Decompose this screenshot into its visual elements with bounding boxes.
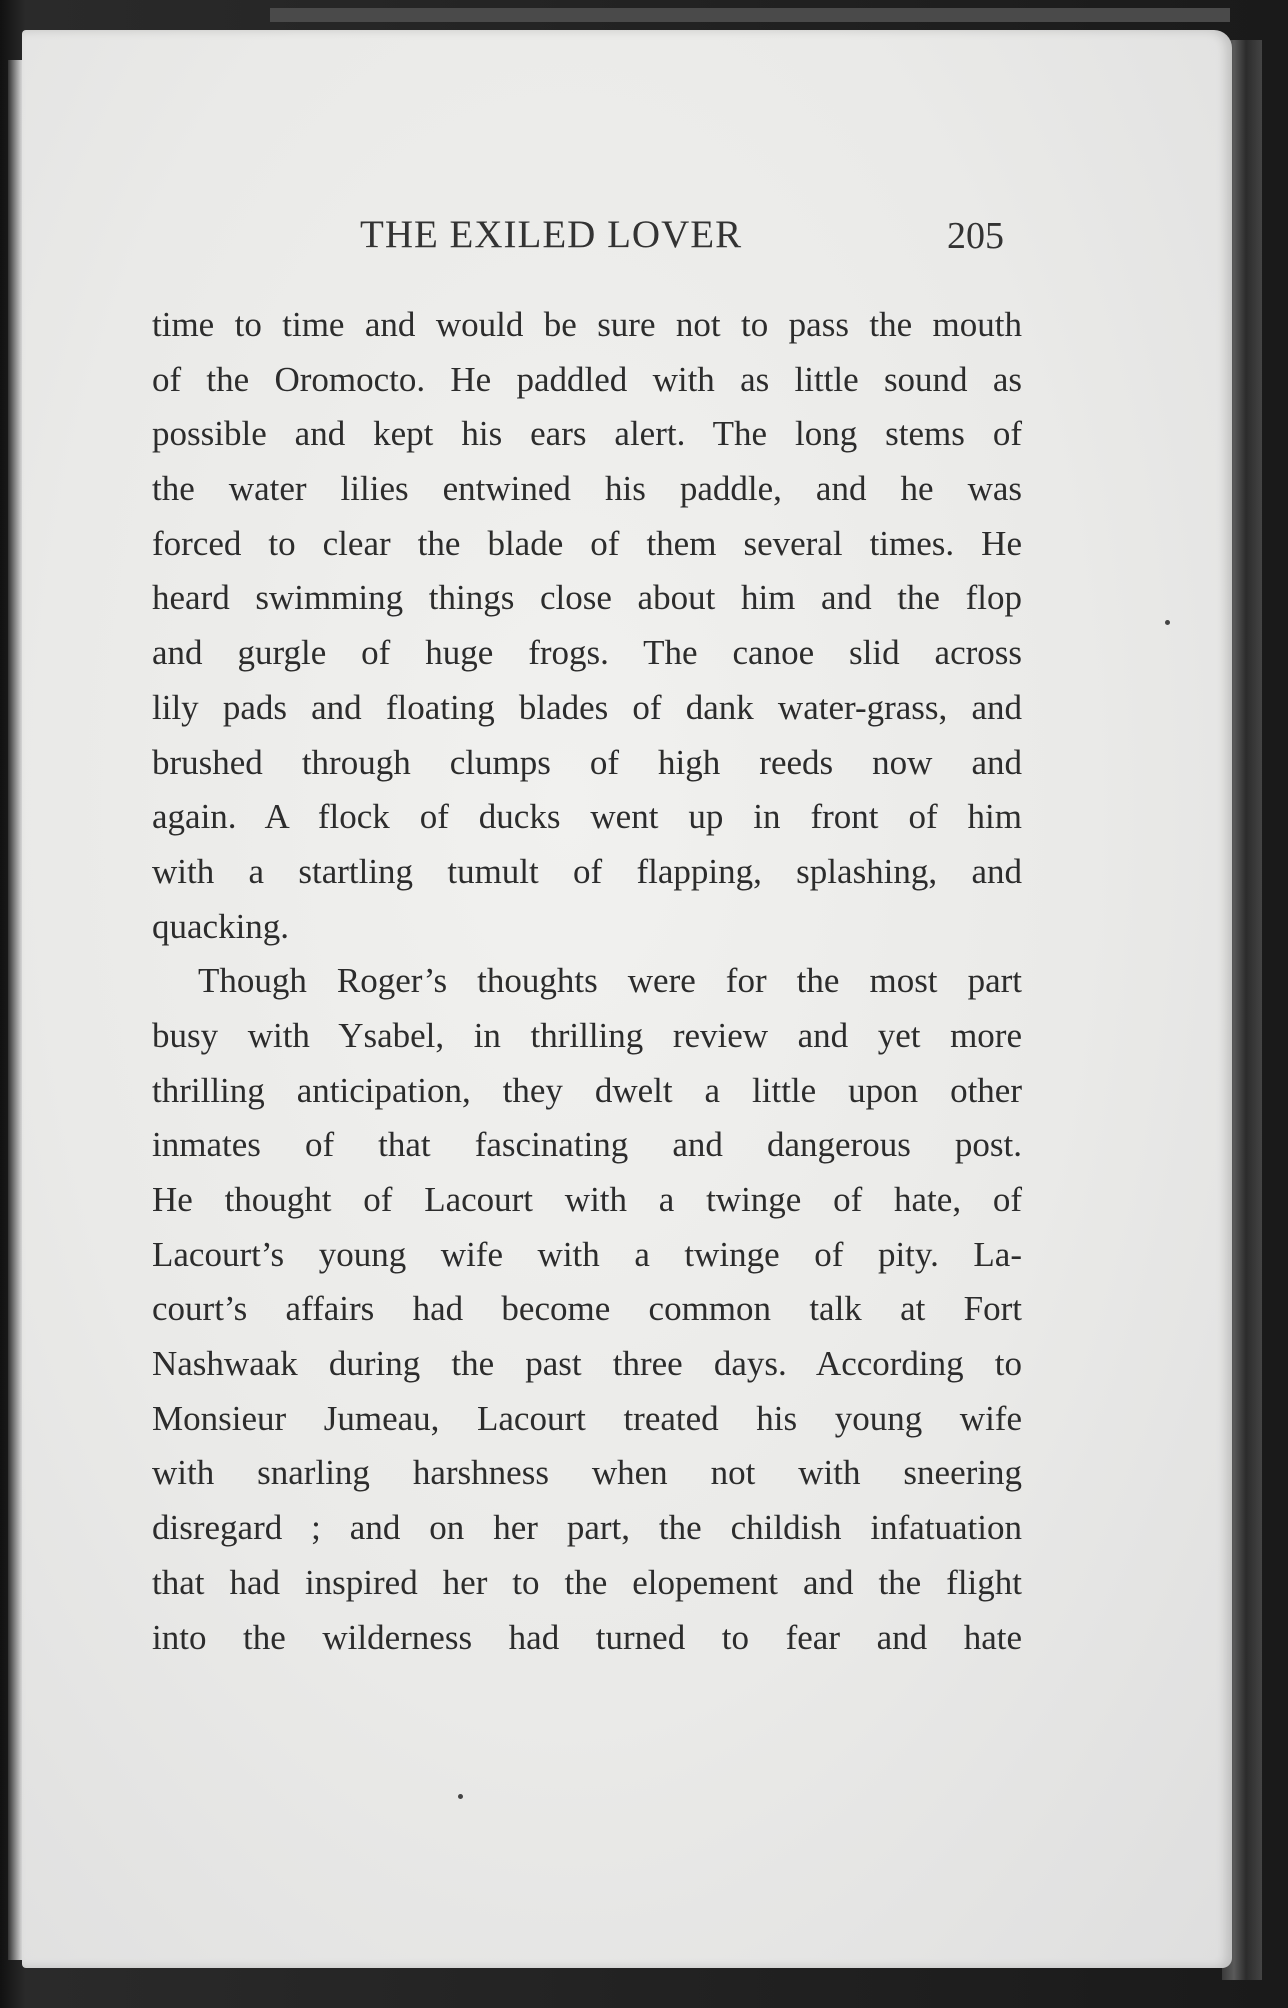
text-line: Monsieur Jumeau, Lacourt treated his young wife (152, 1398, 1022, 1438)
text-line: disregard ; and on her part, the childish infatuation (152, 1508, 1022, 1548)
text-line: brushed through clumps of high reeds now and (152, 742, 1022, 782)
text-line: Nashwaak during the past three days. According to (152, 1344, 1022, 1384)
text-line: of the Oromocto. He paddled with as little sound as (152, 359, 1022, 399)
text-line: the water lilies entwined his paddle, and he was (152, 469, 1022, 509)
text-line: into the wilderness had turned to fear and hate (152, 1617, 1022, 1657)
text-line: forced to clear the blade of them several times. He (152, 523, 1022, 563)
text-line: with snarling harshness when not with sneering (152, 1453, 1022, 1493)
text-line: possible and kept his ears alert. The long stems of (152, 414, 1022, 454)
text-line: thrilling anticipation, they dwelt a little upon other (152, 1070, 1022, 1110)
book-page (22, 30, 1232, 1968)
ink-speck (1165, 620, 1170, 625)
text-line: time to time and would be sure not to pass the mouth (152, 305, 1022, 344)
text-line: and gurgle of huge frogs. The canoe slid across (152, 633, 1022, 673)
text-line: heard swimming things close about him and the flop (152, 578, 1022, 618)
text-line: busy with Ysabel, in thrilling review and yet more (152, 1015, 1022, 1055)
text-line: inmates of that fascinating and dangerous post. (152, 1125, 1022, 1165)
book-top-edge (270, 8, 1230, 22)
body-text (152, 298, 1022, 1665)
text-line: with a startling tumult of flapping, splashing, and (152, 851, 1022, 891)
text-line: lily pads and floating blades of dank water-grass, and (152, 687, 1022, 727)
running-head-title: THE EXILED LOVER (360, 213, 743, 256)
text-line: Though Roger’s thoughts were for the most part (198, 961, 1022, 1001)
text-line: again. A flock of ducks went up in front of him (152, 797, 1022, 837)
text-line: court’s affairs had become common talk at Fort (152, 1289, 1022, 1329)
text-line: that had inspired her to the elopement and the flight (152, 1562, 1022, 1602)
page-number: 205 (947, 215, 1004, 257)
text-line: He thought of Lacourt with a twinge of hate, of (152, 1180, 1022, 1219)
text-line: quacking. (152, 906, 290, 946)
ink-speck (458, 1794, 463, 1799)
text-line: Lacourt’s young wife with a twinge of pity. La- (152, 1234, 1022, 1274)
